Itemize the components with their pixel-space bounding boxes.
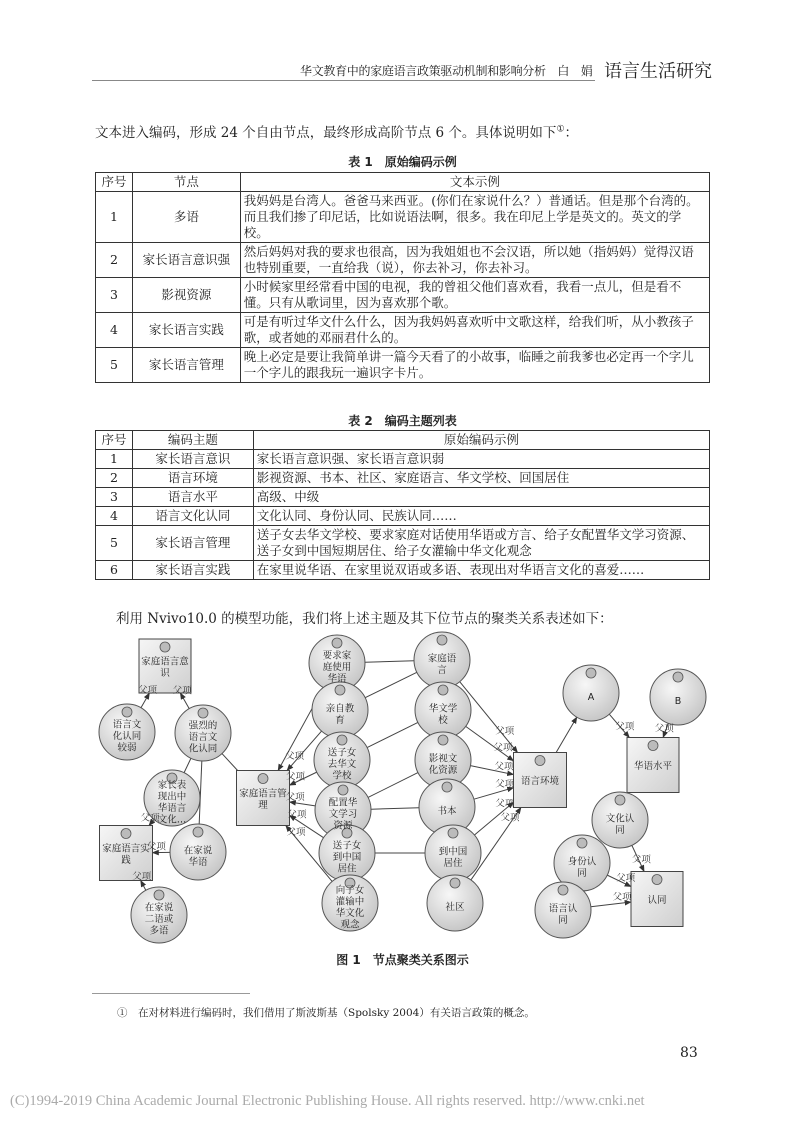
node-label: 语言文 bbox=[188, 732, 218, 743]
edge-require-homelang bbox=[365, 661, 414, 662]
node-label: 较弱 bbox=[117, 742, 137, 754]
node-label: 在家说 bbox=[183, 845, 213, 857]
node-label: 认同 bbox=[647, 895, 667, 906]
edge-label: 父项 bbox=[616, 873, 636, 885]
node-label: 化资源 bbox=[428, 764, 458, 776]
node-label: 文学习 bbox=[328, 809, 358, 820]
node-label: 居住 bbox=[337, 863, 357, 875]
column-header: 编码主题 bbox=[132, 431, 253, 450]
edge-env-a bbox=[556, 717, 577, 752]
footnote: ① 在对材料进行编码时，我们借用了斯波斯基（Spolsky 2004）有关语言政策的概念。 bbox=[117, 1007, 535, 1019]
table-cell: 家长语言实践 bbox=[132, 561, 253, 580]
edge-label: 父项 bbox=[285, 750, 305, 762]
table-cell: 语言环境 bbox=[132, 469, 253, 488]
node-indicator-icon bbox=[450, 878, 460, 888]
node-label: 送子女 bbox=[332, 840, 362, 852]
edge-resources-books bbox=[371, 808, 419, 809]
edge-label: 父项 bbox=[140, 813, 160, 825]
node-label: 书本 bbox=[437, 806, 457, 817]
node-label: 华文化 bbox=[335, 907, 365, 919]
node-label: 校 bbox=[438, 714, 448, 726]
edge-label: 父项 bbox=[615, 721, 635, 733]
node-label: 多语 bbox=[149, 925, 169, 937]
edge-label: 父项 bbox=[495, 779, 515, 791]
table-cell: 6 bbox=[96, 561, 133, 580]
table-cell: 文化认同、身份认同、民族认同…… bbox=[253, 507, 709, 526]
node-indicator-icon bbox=[193, 827, 203, 837]
table-cell: 家长语言意识强、家长语言意识弱 bbox=[253, 450, 709, 469]
node-label-group-media bbox=[429, 752, 458, 776]
table-cell: 5 bbox=[96, 526, 133, 561]
node-label: 社区 bbox=[445, 902, 465, 913]
table-cell: 送子女去华文学校、要求家庭对话使用华语或方言、给子女配置华文学习资源、送子女到中国短期居住、给子女灌输中华文化观念 bbox=[253, 526, 709, 561]
table2-caption: 表 2 编码主题列表 bbox=[348, 414, 457, 428]
edge-strong-show bbox=[184, 758, 191, 772]
node-label: 资源 bbox=[333, 820, 353, 832]
node-indicator-icon bbox=[586, 668, 596, 678]
node-label-group-a bbox=[588, 692, 595, 703]
running-header-title: 华文教育中的家庭语言政策驱动机制和影响分析 白 娟 bbox=[300, 64, 593, 78]
table-cell: 2 bbox=[96, 243, 133, 278]
edge-label: 父项 bbox=[631, 854, 651, 866]
node-indicator-icon bbox=[338, 785, 348, 795]
model-paragraph: 利用 Nvivo10.0 的模型功能，我们将上述主题及其下位节点的聚类关系表述如下： bbox=[116, 611, 613, 627]
node-label: 同 bbox=[577, 867, 587, 879]
column-header: 原始编码示例 bbox=[253, 431, 709, 450]
node-label: 居住 bbox=[443, 857, 463, 869]
node-label: 身份认 bbox=[567, 856, 597, 868]
node-indicator-icon bbox=[577, 838, 587, 848]
table-cell: 高级、中级 bbox=[253, 488, 709, 507]
node-label-group-strong bbox=[189, 720, 218, 755]
node-label: 华语 bbox=[327, 673, 347, 685]
node-label: 学校 bbox=[332, 770, 352, 782]
node-indicator-icon bbox=[198, 708, 208, 718]
node-label: 到中国 bbox=[438, 846, 468, 858]
node-indicator-icon bbox=[335, 685, 345, 695]
node-label: 家庭语言实 bbox=[102, 843, 150, 855]
node-label: 家庭语言意 bbox=[141, 656, 189, 668]
table-cell: 在家里说华语、在家里说双语或多语、表现出对华语言文化的喜爱…… bbox=[253, 561, 709, 580]
edge-label: 父项 bbox=[285, 771, 306, 783]
node-indicator-icon bbox=[332, 638, 342, 648]
table-cell: 5 bbox=[96, 348, 133, 383]
node-label: 化认同 bbox=[188, 743, 218, 755]
table-cell: 3 bbox=[96, 278, 133, 313]
node-label: 要求家 bbox=[322, 650, 352, 662]
edge-label: 父项 bbox=[132, 871, 152, 883]
node-indicator-icon bbox=[438, 685, 448, 695]
table-cell: 可是有听过华文什么什么，因为我妈妈喜欢听中文歌这样，给我们听，从小教孩子歌，或者她的邓丽君什么的。 bbox=[240, 313, 709, 348]
column-header: 文本示例 bbox=[240, 173, 709, 192]
node-label: 理 bbox=[258, 799, 268, 811]
node-indicator-icon bbox=[160, 642, 170, 652]
table-cell: 家长语言管理 bbox=[132, 526, 253, 561]
node-label-group-show bbox=[158, 779, 187, 826]
edge-strong-mgmt bbox=[222, 754, 238, 771]
node-label: 化认同 bbox=[112, 731, 142, 742]
edge-label: 父项 bbox=[495, 725, 515, 737]
node-label: 在家说 bbox=[144, 902, 174, 914]
node-label: 家长表 bbox=[157, 779, 187, 791]
node-indicator-icon bbox=[673, 672, 683, 682]
node-indicator-icon bbox=[652, 875, 662, 885]
node-label-group-env bbox=[521, 775, 560, 787]
page-number: 83 bbox=[680, 1045, 698, 1061]
edge-resources-media bbox=[368, 773, 418, 798]
footnote-ref[interactable]: ① bbox=[556, 124, 565, 135]
column-header: 序号 bbox=[96, 173, 133, 192]
node-label-group-books bbox=[437, 805, 457, 817]
table-cell: 小时候家里经常看中国的电视，我的曾祖父他们喜欢看，我看一点儿，但是看不懂。只有从歌词里，因为喜欢那个歌。 bbox=[240, 278, 709, 313]
node-indicator-icon bbox=[337, 735, 347, 745]
node-label: 庭使用 bbox=[322, 662, 352, 673]
node-label: 语言认 bbox=[548, 903, 578, 915]
node-indicator-icon bbox=[535, 756, 545, 766]
node-label: 配置华 bbox=[328, 797, 358, 809]
node-label: 灌输中 bbox=[335, 896, 365, 908]
table-cell: 语言水平 bbox=[132, 488, 253, 507]
table-cell: 1 bbox=[96, 450, 133, 469]
node-label: 文化… bbox=[157, 814, 187, 826]
node-indicator-icon bbox=[258, 774, 268, 784]
column-header: 序号 bbox=[96, 431, 133, 450]
table-cell: 家长语言管理 bbox=[132, 348, 240, 383]
table-cell: 我妈妈是台湾人。爸爸马来西亚。(你们在家说什么？）普通话。但是那个台湾的。而且我们掺了印尼话，比如说语法啊，很多。我在印尼上学是英文的。英文的学校。 bbox=[240, 192, 709, 243]
node-label: 华文学 bbox=[428, 703, 458, 715]
edge-label: 父项 bbox=[493, 742, 513, 754]
edge-label: 父项 bbox=[500, 812, 520, 824]
table-cell: 语言文化认同 bbox=[132, 507, 253, 526]
table-cell: 晚上必定是要让我简单讲一篇今天看了的小故事，临睡之前我爹也必定再一个字儿一个字儿的跟我玩一遍识字卡片。 bbox=[240, 348, 709, 383]
node-label: 家庭语 bbox=[427, 653, 457, 665]
node-label-group-level bbox=[634, 760, 673, 772]
edge-label: 父项 bbox=[172, 685, 192, 697]
node-indicator-icon bbox=[438, 735, 448, 745]
node-label: 言 bbox=[437, 664, 447, 676]
node-label: 育 bbox=[335, 714, 345, 726]
node-label: 华语水平 bbox=[633, 761, 673, 772]
figure-caption: 图 1 节点聚类关系图示 bbox=[336, 953, 469, 967]
edge-label: 父项 bbox=[286, 826, 306, 838]
node-indicator-icon bbox=[154, 890, 164, 900]
node-label: 家庭语言管 bbox=[239, 788, 287, 800]
table-cell: 影视资源 bbox=[132, 278, 240, 313]
edge-label: 父项 bbox=[285, 791, 305, 803]
node-label: 华语 bbox=[188, 856, 208, 868]
edge-sendschool-school bbox=[367, 722, 418, 747]
edge-label: 父项 bbox=[146, 841, 166, 853]
edge-label: 父项 bbox=[495, 798, 515, 810]
node-indicator-icon bbox=[615, 795, 625, 805]
edge-label: 父项 bbox=[654, 723, 674, 735]
node-label-group-community bbox=[445, 901, 465, 913]
node-label: 同 bbox=[558, 914, 568, 926]
node-label: 到中国 bbox=[332, 852, 362, 863]
node-label: 影视文 bbox=[428, 753, 458, 765]
node-label: 送子女 bbox=[327, 747, 357, 759]
table-cell: 4 bbox=[96, 507, 133, 526]
node-indicator-icon bbox=[121, 829, 131, 839]
node-indicator-icon bbox=[558, 885, 568, 895]
table1-caption: 表 1 原始编码示例 bbox=[348, 155, 457, 169]
node-label: 亲自教 bbox=[325, 703, 355, 715]
edge-label: 父项 bbox=[138, 685, 158, 697]
node-label-group-b bbox=[675, 696, 682, 707]
node-label: 观念 bbox=[340, 919, 360, 931]
intro-end: ： bbox=[564, 125, 579, 141]
table-cell: 家长语言实践 bbox=[132, 313, 240, 348]
node-label: 强烈的 bbox=[188, 720, 218, 732]
node-label: 语言文 bbox=[112, 719, 142, 731]
edge-label: 父项 bbox=[612, 892, 632, 904]
table-cell: 影视资源、书本、社区、家庭语言、华文学校、回国居住 bbox=[253, 469, 709, 488]
node-label: 践 bbox=[121, 854, 131, 866]
node-label: A bbox=[587, 692, 595, 703]
footnote-rule bbox=[92, 993, 250, 994]
node-label-group-ident bbox=[647, 894, 666, 906]
column-header: 节点 bbox=[132, 173, 240, 192]
node-label: 二语或 bbox=[144, 914, 174, 925]
table-cell: 然后妈妈对我的要求也很高，因为我姐姐也不会汉语，所以她（指妈妈）觉得汉语也特别重要，一直给我（说），你去补习，你去补习。 bbox=[240, 243, 709, 278]
node-label: 语言环境 bbox=[520, 776, 560, 787]
node-label: 同 bbox=[615, 824, 625, 836]
table-cell: 家长语言意识强 bbox=[132, 243, 240, 278]
edge-teach-homelang bbox=[365, 672, 417, 697]
node-label: 去华文 bbox=[327, 759, 357, 770]
node-label: 识 bbox=[160, 667, 170, 679]
journal-name: 语言生活研究 bbox=[604, 61, 712, 82]
table-cell: 4 bbox=[96, 313, 133, 348]
node-indicator-icon bbox=[442, 782, 452, 792]
node-indicator-icon bbox=[648, 741, 658, 751]
table-cell: 1 bbox=[96, 192, 133, 243]
intro-text: 文本进入编码，形成 24 个自由节点，最终形成高阶节点 6 个。具体说明如下 bbox=[95, 125, 557, 141]
node-indicator-icon bbox=[122, 707, 132, 717]
edge-label: 父项 bbox=[287, 809, 307, 821]
node-label: 华语言 bbox=[157, 802, 187, 814]
node-indicator-icon bbox=[437, 635, 447, 645]
table-cell: 家长语言意识 bbox=[132, 450, 253, 469]
node-indicator-icon bbox=[448, 828, 458, 838]
table-cell: 3 bbox=[96, 488, 133, 507]
table-cell: 多语 bbox=[132, 192, 240, 243]
table-cell: 2 bbox=[96, 469, 133, 488]
node-label: 向子女 bbox=[335, 884, 365, 896]
node-label: 文化认 bbox=[605, 813, 635, 825]
copyright-notice: (C)1994-2019 China Academic Journal Electronic Publishing House. All rights reserved. http://www.cnki.net bbox=[10, 1093, 645, 1109]
node-label: B bbox=[674, 696, 682, 707]
node-label: 现出中 bbox=[157, 791, 187, 803]
edge-label: 父项 bbox=[494, 761, 514, 773]
